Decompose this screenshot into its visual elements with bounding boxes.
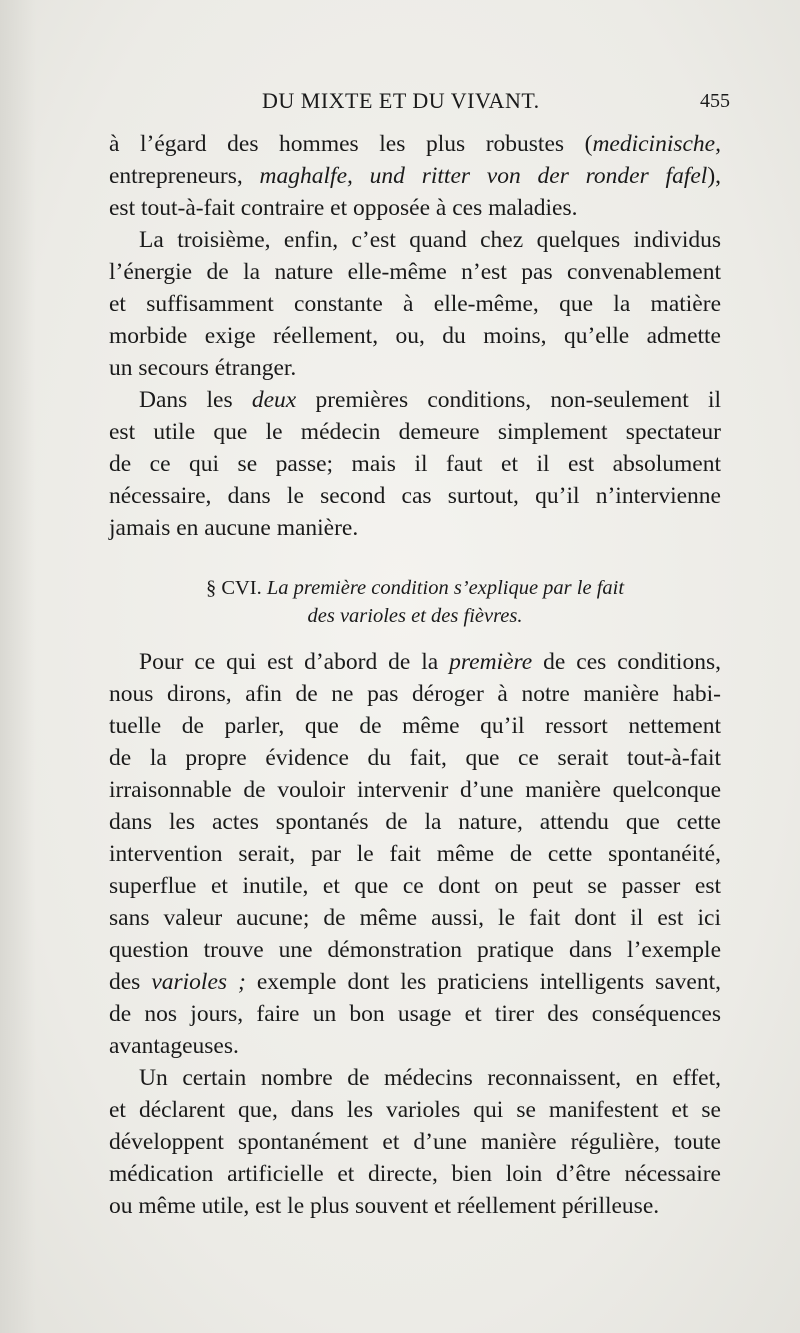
text-run: est utile que le médecin demeure simplement spectateur	[109, 419, 721, 445]
text-run: Dans les	[139, 387, 252, 413]
paragraphs-before-section	[109, 128, 721, 544]
text-line	[109, 1126, 721, 1158]
text-line	[109, 352, 721, 384]
text-run: de ce qui se passe; mais il faut et il est absolument	[109, 451, 721, 477]
text-line	[109, 806, 721, 838]
text-line	[109, 224, 721, 256]
text-line	[109, 742, 721, 774]
italic-text: maghalfe, und ritter von der ronder fafel	[259, 163, 708, 189]
text-run: Un certain nombre de médecins reconnaissent, en effet,	[139, 1065, 721, 1091]
text-run: premières conditions, non-seulement il	[296, 387, 722, 413]
text-run: exemple dont les praticiens intelligents savent,	[245, 969, 721, 995]
text-run: entrepreneurs,	[109, 163, 260, 189]
text-run: l’énergie de la nature elle-même n’est pas convenablement	[109, 259, 721, 285]
text-line	[109, 512, 721, 544]
text-run: dans les actes spontanés de la nature, attendu que cette	[109, 809, 721, 835]
section-heading-line-1	[109, 574, 721, 602]
text-line	[109, 678, 721, 710]
text-line	[109, 288, 721, 320]
page-gutter-shadow	[0, 0, 36, 1333]
italic-text: varioles ;	[151, 969, 246, 995]
text-line	[109, 1094, 721, 1126]
section-title-line-2: des varioles et des fièvres.	[307, 605, 523, 627]
text-run: des	[109, 969, 152, 995]
text-run: nous dirons, afin de ne pas déroger à notre manière habi-	[109, 681, 721, 707]
text-line	[109, 448, 721, 480]
section-heading	[109, 574, 721, 630]
running-title: DU MIXTE ET DU VIVANT.	[262, 88, 540, 113]
text-run: à l’égard des hommes les plus robustes (	[109, 131, 593, 157]
text-run: ou même utile, est le plus souvent et réellement périlleuse.	[109, 1193, 660, 1219]
text-run: sans valeur aucune; de même aussi, le fait dont il est ici	[109, 905, 721, 931]
text-run: La troisième, enfin, c’est quand chez quelques individus	[139, 227, 721, 253]
italic-text: deux	[251, 387, 297, 413]
text-run: un secours étranger.	[109, 355, 297, 381]
text-run: et déclarent que, dans les varioles qui se manifestent et se	[109, 1097, 721, 1123]
text-run: morbide exige réellement, ou, du moins, qu’elle admette	[109, 323, 721, 349]
text-line	[109, 256, 721, 288]
text-run: de ces conditions,	[532, 649, 721, 675]
page-header	[262, 88, 730, 120]
text-line	[109, 128, 721, 160]
text-line	[109, 998, 721, 1030]
text-run: intervention serait, par le fait même de cette spontanéité,	[109, 841, 721, 867]
text-run: irraisonnable de vouloir intervenir d’une manière quelconque	[109, 777, 721, 803]
section-number: § CVI.	[205, 577, 262, 599]
section-heading-line-2	[109, 602, 721, 630]
text-line	[109, 1062, 721, 1094]
text-line	[109, 1190, 721, 1222]
italic-text: medicinische,	[592, 131, 721, 157]
text-run: et suffisamment constante à elle-même, que la matière	[109, 291, 721, 317]
text-line	[109, 1158, 721, 1190]
text-line	[109, 416, 721, 448]
italic-text: première	[449, 649, 533, 675]
text-run: question trouve une démonstration pratique dans l’exemple	[109, 937, 721, 963]
text-line	[109, 1030, 721, 1062]
text-run: médication artificielle et directe, bien loin d’être nécessaire	[109, 1161, 721, 1187]
text-run: de la propre évidence du fait, que ce serait tout-à-fait	[109, 745, 721, 771]
text-run: avantageuses.	[109, 1033, 239, 1059]
text-line	[109, 966, 721, 998]
text-run: jamais en aucune manière.	[109, 515, 359, 541]
text-line	[109, 384, 721, 416]
text-run: développent spontanément et d’une manière régulière, toute	[109, 1129, 721, 1155]
text-line	[109, 838, 721, 870]
text-line	[109, 934, 721, 966]
text-run: tuelle de parler, que de même qu’il ressort nettement	[109, 713, 721, 739]
text-run: est tout-à-fait contraire et opposée à ces maladies.	[109, 195, 578, 221]
text-line	[109, 646, 721, 678]
text-line	[109, 160, 721, 192]
text-run: nécessaire, dans le second cas surtout, qu’il n’intervienne	[109, 483, 721, 509]
text-line	[109, 192, 721, 224]
text-run: Pour ce qui est d’abord de la	[139, 649, 450, 675]
paragraphs-after-section	[109, 646, 721, 1222]
text-line	[109, 774, 721, 806]
page-number: 455	[700, 90, 730, 112]
text-run: superflue et inutile, et que ce dont on peut se passer est	[109, 873, 721, 899]
section-title-line-1: La première condition s’explique par le fait	[266, 577, 625, 599]
text-line	[109, 870, 721, 902]
text-run: ),	[707, 163, 722, 189]
text-line	[109, 902, 721, 934]
text-line	[109, 710, 721, 742]
text-line	[109, 320, 721, 352]
text-line	[109, 480, 721, 512]
text-run: de nos jours, faire un bon usage et tirer des conséquences	[109, 1001, 721, 1027]
